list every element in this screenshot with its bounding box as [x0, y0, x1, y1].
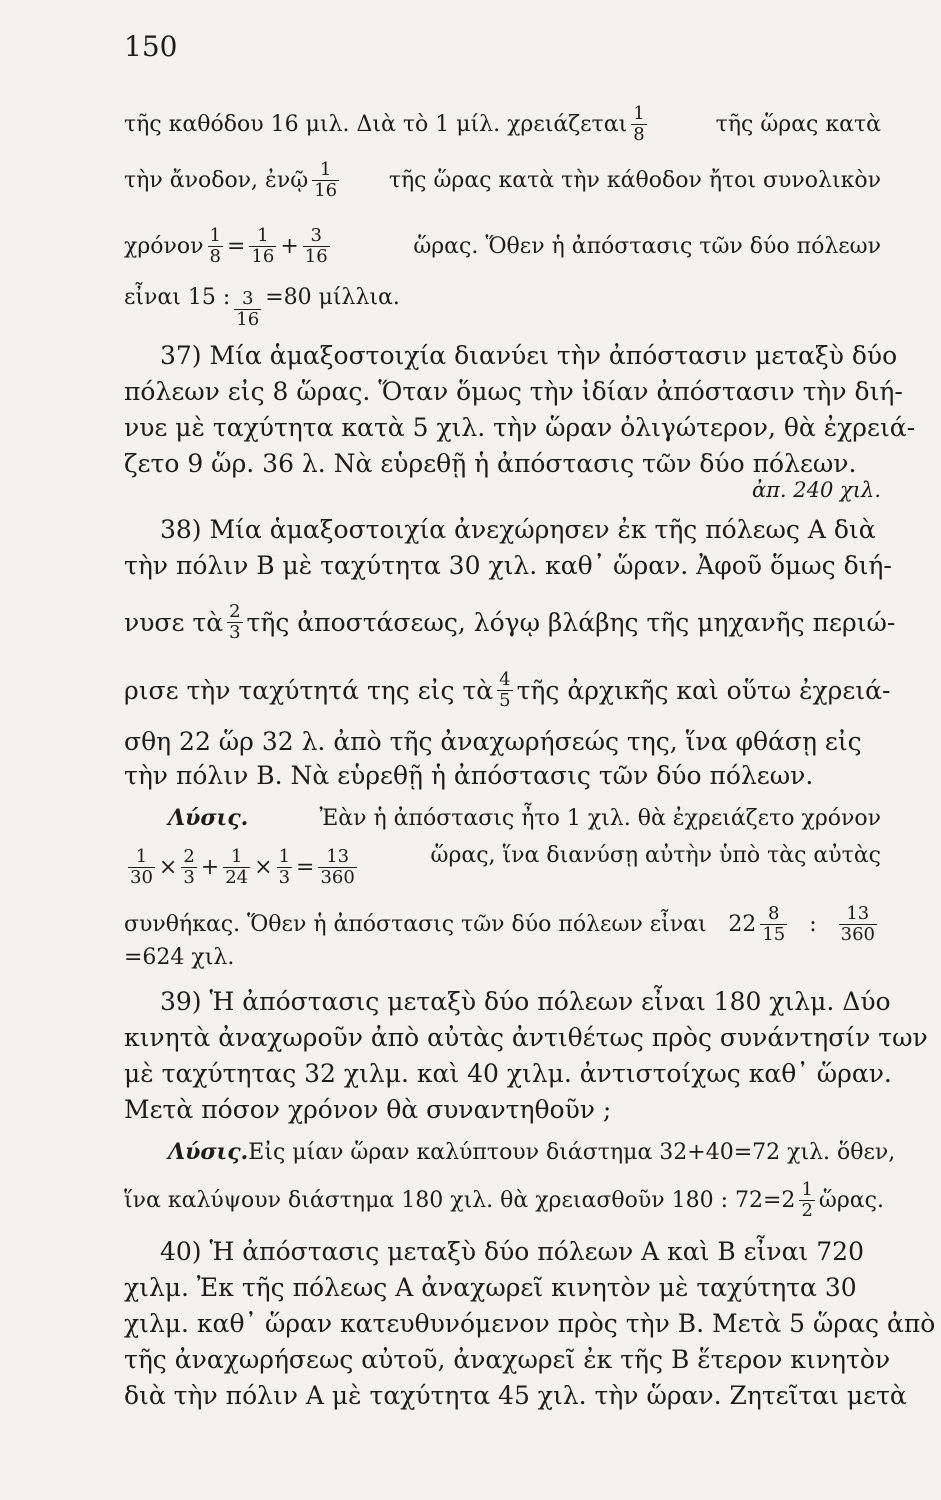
text-span: Εἰς μίαν ὥραν καλύπτουν διάστημα 32+40=72 χιλ. ὅθεν,	[248, 1140, 896, 1165]
problem-40-line-3: χιλμ. καθ᾽ ὥραν κατευθυνόμενον πρὸς τὴν Β. Μετὰ 5 ὥρας ἀπὸ	[124, 1309, 936, 1338]
fraction: $\frac{2}{3}$	[183, 846, 195, 888]
solution-39-line-2	[124, 1179, 884, 1221]
solution-38-line-2	[124, 842, 881, 888]
problem-39-line-1: 39) Ἡ ἀπόστασις μεταξὺ δύο πόλεων εἶναι 180 χιλμ. Δύο	[160, 987, 891, 1016]
answer-37: ἀπ. 240 χιλ.	[751, 478, 881, 502]
fraction: $\frac{3}{16}$	[304, 225, 328, 267]
page-number: 150	[124, 30, 178, 63]
fraction: $\frac{1}{8}$	[209, 225, 221, 267]
times-sign: ×	[254, 854, 273, 880]
problem-37-line-3: νυε μὲ ταχύτητα κατὰ 5 χιλ. τὴν ὥραν ὀλιγώτερον, θὰ ἐχρειά-	[124, 413, 916, 442]
problem-40-line-2: χιλμ. Ἐκ τῆς πόλεως Α ἀναχωρεῖ κινητὸν μὲ ταχύτητα 30	[124, 1273, 857, 1302]
problem-37-line-2: πόλεων εἰς 8 ὥρας. Ὅταν ὅμως τὴν ἰδίαν ἀπόστασιν τὴν διή-	[124, 377, 903, 406]
fraction: $\frac{1}{30}$	[130, 846, 153, 888]
fraction: $\frac{1}{2}$	[801, 1179, 813, 1221]
text-line	[124, 226, 881, 267]
text-line	[124, 284, 881, 330]
text-line	[124, 160, 881, 201]
text-span: τῆς ὥρας κατὰ	[715, 111, 881, 137]
fraction: $\frac{1}{16}$	[314, 159, 338, 201]
fraction: $\frac{1}{24}$	[225, 846, 249, 888]
problem-37-line-4: ζετο 9 ὥρ. 36 λ. Νὰ εὑρεθῇ ἡ ἀπόστασις τῶν δύο πόλεων.	[124, 449, 857, 478]
mixed-number: 22 $\frac{8}{15}$	[728, 903, 786, 945]
fraction: $\frac{3}{16}$	[236, 288, 260, 330]
text-span: Ἐὰν ἡ ἀπόστασις ἦτο 1 χιλ. θὰ ἐχρειάζετο χρόνον	[319, 806, 881, 831]
text-span: εἶναι 15 :	[124, 285, 231, 310]
fraction: $\frac{8}{15}$	[762, 903, 786, 945]
problem-37-line-1: 37) Μία ἁμαξοστοιχία διανύει τὴν ἀπόστασιν μεταξὺ δύο	[160, 341, 898, 370]
problem-38-line-6: τὴν πόλιν Β. Νὰ εὑρεθῇ ἡ ἀπόστασις τῶν δύο πόλεων.	[124, 761, 814, 790]
problem-38-line-5: σθη 22 ὥρ 32 λ. ἀπὸ τῆς ἀναχωρήσεώς της, ἵνα φθάσῃ εἰς	[124, 727, 862, 756]
times-sign: ×	[158, 854, 178, 880]
problem-38-line-1: 38) Μία ἁμαξοστοιχία ἀνεχώρησεν ἐκ τῆς πόλεως Α διὰ	[160, 515, 876, 544]
equals-sign: =	[226, 233, 246, 259]
text-span: ἵνα καλύψουν διάστημα 180 χιλ. θὰ χρειασθοῦν 180 : 72=2	[124, 1187, 796, 1213]
fraction: $\frac{13}{360}$	[840, 903, 875, 945]
solution-38-line-3	[124, 904, 881, 945]
fraction: $\frac{1}{3}$	[278, 846, 291, 888]
solution-label: Λύσις.	[168, 805, 249, 831]
text-span: ὥρας, ἵνα διανύσῃ αὐτὴν ὑπὸ τὰς αὐτὰς	[430, 843, 881, 868]
problem-38-line-3	[124, 601, 896, 643]
text-span: ὥρας.	[818, 1187, 884, 1213]
problem-39-line-2: κινητὰ ἀναχωροῦν ἀπὸ αὐτὰς ἀντιθέτως πρὸς συνάντησίν των	[124, 1023, 928, 1052]
text-line	[124, 104, 881, 145]
fraction: $\frac{2}{3}$	[229, 601, 241, 643]
problem-38-line-2: τὴν πόλιν Β μὲ ταχύτητα 30 χιλ. καθ᾽ ὥραν. Ἀφοῦ ὅμως διή-	[124, 551, 892, 580]
fraction: $\frac{1}{16}$	[251, 225, 275, 267]
problem-38-line-4	[124, 669, 891, 711]
fraction: $\frac{13}{360}$	[320, 846, 355, 888]
plus-sign: +	[280, 233, 299, 259]
solution-label: Λύσις.	[168, 1139, 249, 1165]
solution-39-line-1	[168, 1138, 896, 1167]
equals-sign: =	[296, 854, 315, 880]
text-span: ρισε τὴν ταχύτητά της εἰς τὰ	[124, 675, 494, 705]
text-span: τὴν ἄνοδον, ἐνῷ	[124, 167, 309, 193]
problem-39-line-3: μὲ ταχύτητας 32 χιλμ. καὶ 40 χιλμ. ἀντιστοίχως καθ᾽ ὥραν.	[124, 1059, 892, 1088]
text-span: συνθήκας. Ὅθεν ἡ ἀπόστασις τῶν δύο πόλεων εἶναι	[124, 911, 707, 937]
text-span: =80 μίλλια.	[265, 285, 400, 310]
problem-40-line-4: τῆς ἀναχωρήσεως αὐτοῦ, ἀναχωρεῖ ἐκ τῆς Β ἕτερον κινητὸν	[124, 1345, 891, 1374]
text-span: χρόνον	[124, 233, 204, 259]
fraction: $\frac{4}{5}$	[499, 669, 511, 711]
plus-sign: +	[200, 854, 220, 880]
problem-40-line-1: 40) Ἡ ἀπόστασις μεταξὺ δύο πόλεων Α καὶ Β εἶναι 720	[160, 1237, 864, 1266]
colon-sign: :	[809, 911, 817, 937]
text-span: τῆς καθόδου 16 μιλ. Διὰ τὸ 1 μίλ. χρειάζεται	[124, 111, 628, 137]
text-span: τῆς ἀποστάσεως, λόγῳ βλάβης τῆς μηχανῆς περιώ-	[246, 607, 896, 637]
problem-40-line-5: διὰ τὴν πόλιν Α μὲ ταχύτητα 45 χιλ. τὴν ὥραν. Ζητεῖται μετὰ	[124, 1381, 907, 1410]
fraction: $\frac{1}{8}$	[633, 103, 645, 145]
problem-39-line-4: Μετὰ πόσον χρόνον θὰ συναντηθοῦν ;	[124, 1095, 612, 1124]
text-span: τῆς ἀρχικῆς καὶ οὕτω ἐχρειά-	[516, 675, 891, 705]
text-span: νυσε τὰ	[124, 607, 224, 637]
text-span: ὥρας. Ὅθεν ἡ ἀπόστασις τῶν δύο πόλεων	[413, 233, 881, 259]
text-span: τῆς ὥρας κατὰ τὴν κάθοδον ἤτοι συνολικὸν	[388, 167, 881, 193]
solution-38-line-1	[168, 804, 881, 833]
solution-38-line-4: =624 χιλ.	[124, 945, 235, 970]
